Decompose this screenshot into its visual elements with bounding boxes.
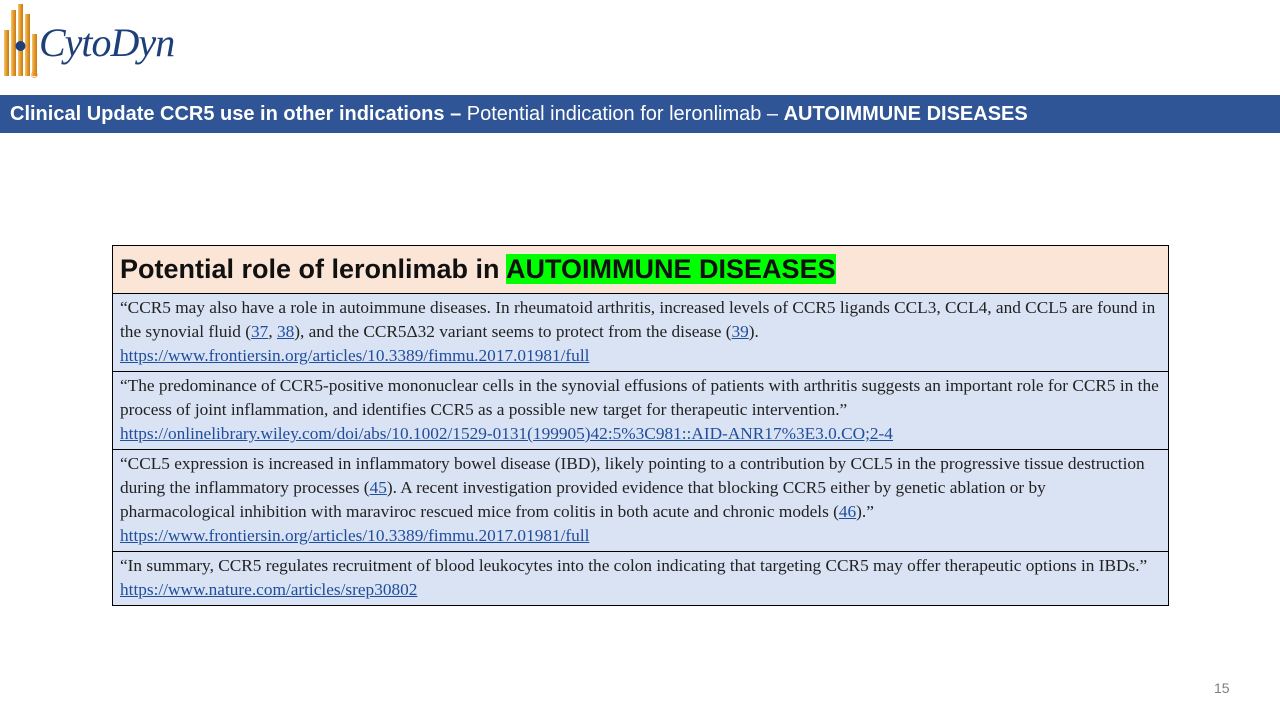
ref-link-39[interactable]: 39: [731, 322, 749, 341]
table-row: [113, 450, 1169, 552]
table-row: [113, 552, 1169, 606]
heading-highlight: AUTOIMMUNE DISEASES: [506, 254, 836, 284]
banner-topic: AUTOIMMUNE DISEASES: [783, 103, 1028, 125]
title-banner: [0, 95, 1280, 133]
registered-mark: ®: [31, 70, 38, 80]
ref-link-37[interactable]: 37: [251, 322, 269, 341]
quote-cell-1: [113, 294, 1169, 372]
table-row: [113, 294, 1169, 372]
quote-text: ).”: [856, 502, 874, 521]
quote-text: ,: [268, 322, 277, 341]
quote-cell-3: [113, 450, 1169, 552]
cytodyn-logo: [3, 4, 193, 84]
source-url-link[interactable]: https://www.frontiersin.org/articles/10.3389/fimmu.2017.01981/full: [120, 526, 590, 545]
quote-cell-2: [113, 372, 1169, 450]
ref-link-46[interactable]: 46: [838, 502, 857, 521]
table-row: [113, 372, 1169, 450]
source-url-link[interactable]: https://www.frontiersin.org/articles/10.3389/fimmu.2017.01981/full: [120, 346, 590, 365]
source-url-link[interactable]: https://www.nature.com/articles/srep30802: [120, 580, 418, 599]
quote-cell-4: [113, 552, 1169, 606]
heading-text: Potential role of leronlimab in: [120, 254, 507, 284]
table-header-row: [113, 246, 1169, 294]
quote-text: “In summary, CCR5 regulates recruitment of blood leukocytes into the colon indicating that targeting CCR5 may offer therapeutic options in IBDs.”: [120, 556, 1148, 575]
evidence-table: [112, 245, 1169, 606]
logo-mark-icon: [3, 4, 39, 80]
logo-brand-text: CytoDyn: [39, 20, 175, 65]
quote-text: ). A recent investigation provided evidence that blocking CCR5 either by genetic ablation or by pharmacological inhibition with maraviroc rescued mice from colitis in both acute and chronic models (: [120, 478, 1046, 521]
quote-text: “The predominance of CCR5-positive mononuclear cells in the synovial effusions of patients with arthritis suggests an important role for CCR5 in the process of joint inflammation, and identifies CCR5 as a possible new target for therapeutic intervention.”: [120, 376, 1159, 419]
ref-link-45[interactable]: 45: [369, 478, 387, 497]
source-url-link[interactable]: https://onlinelibrary.wiley.com/doi/abs/10.1002/1529-0131(199905)42:5%3C981::AID-ANR17%3E3.0.CO;2-4: [120, 424, 893, 443]
banner-subtitle: Potential indication for leronlimab –: [466, 103, 784, 125]
quote-text: ).: [748, 322, 759, 341]
ref-link-38[interactable]: 38: [276, 322, 295, 341]
quote-text: “CCL5 expression is increased in inflammatory bowel disease (IBD), likely pointing to a contribution by CCL5 in the progressive tissue destruction during the inflammatory processes (: [120, 454, 1145, 497]
quote-text: “CCR5 may also have a role in autoimmune diseases. In rheumatoid arthritis, increased levels of CCR5 ligands CCL3, CCL4, and CCL5 are found in the synovial fluid (: [120, 298, 1156, 341]
table-heading: [113, 246, 1169, 294]
page-number: 15: [1214, 680, 1230, 696]
quote-text: ), and the CCR5Δ32 variant seems to protect from the disease (: [294, 322, 732, 341]
banner-title-bold: Clinical Update CCR5 use in other indications –: [10, 103, 467, 125]
